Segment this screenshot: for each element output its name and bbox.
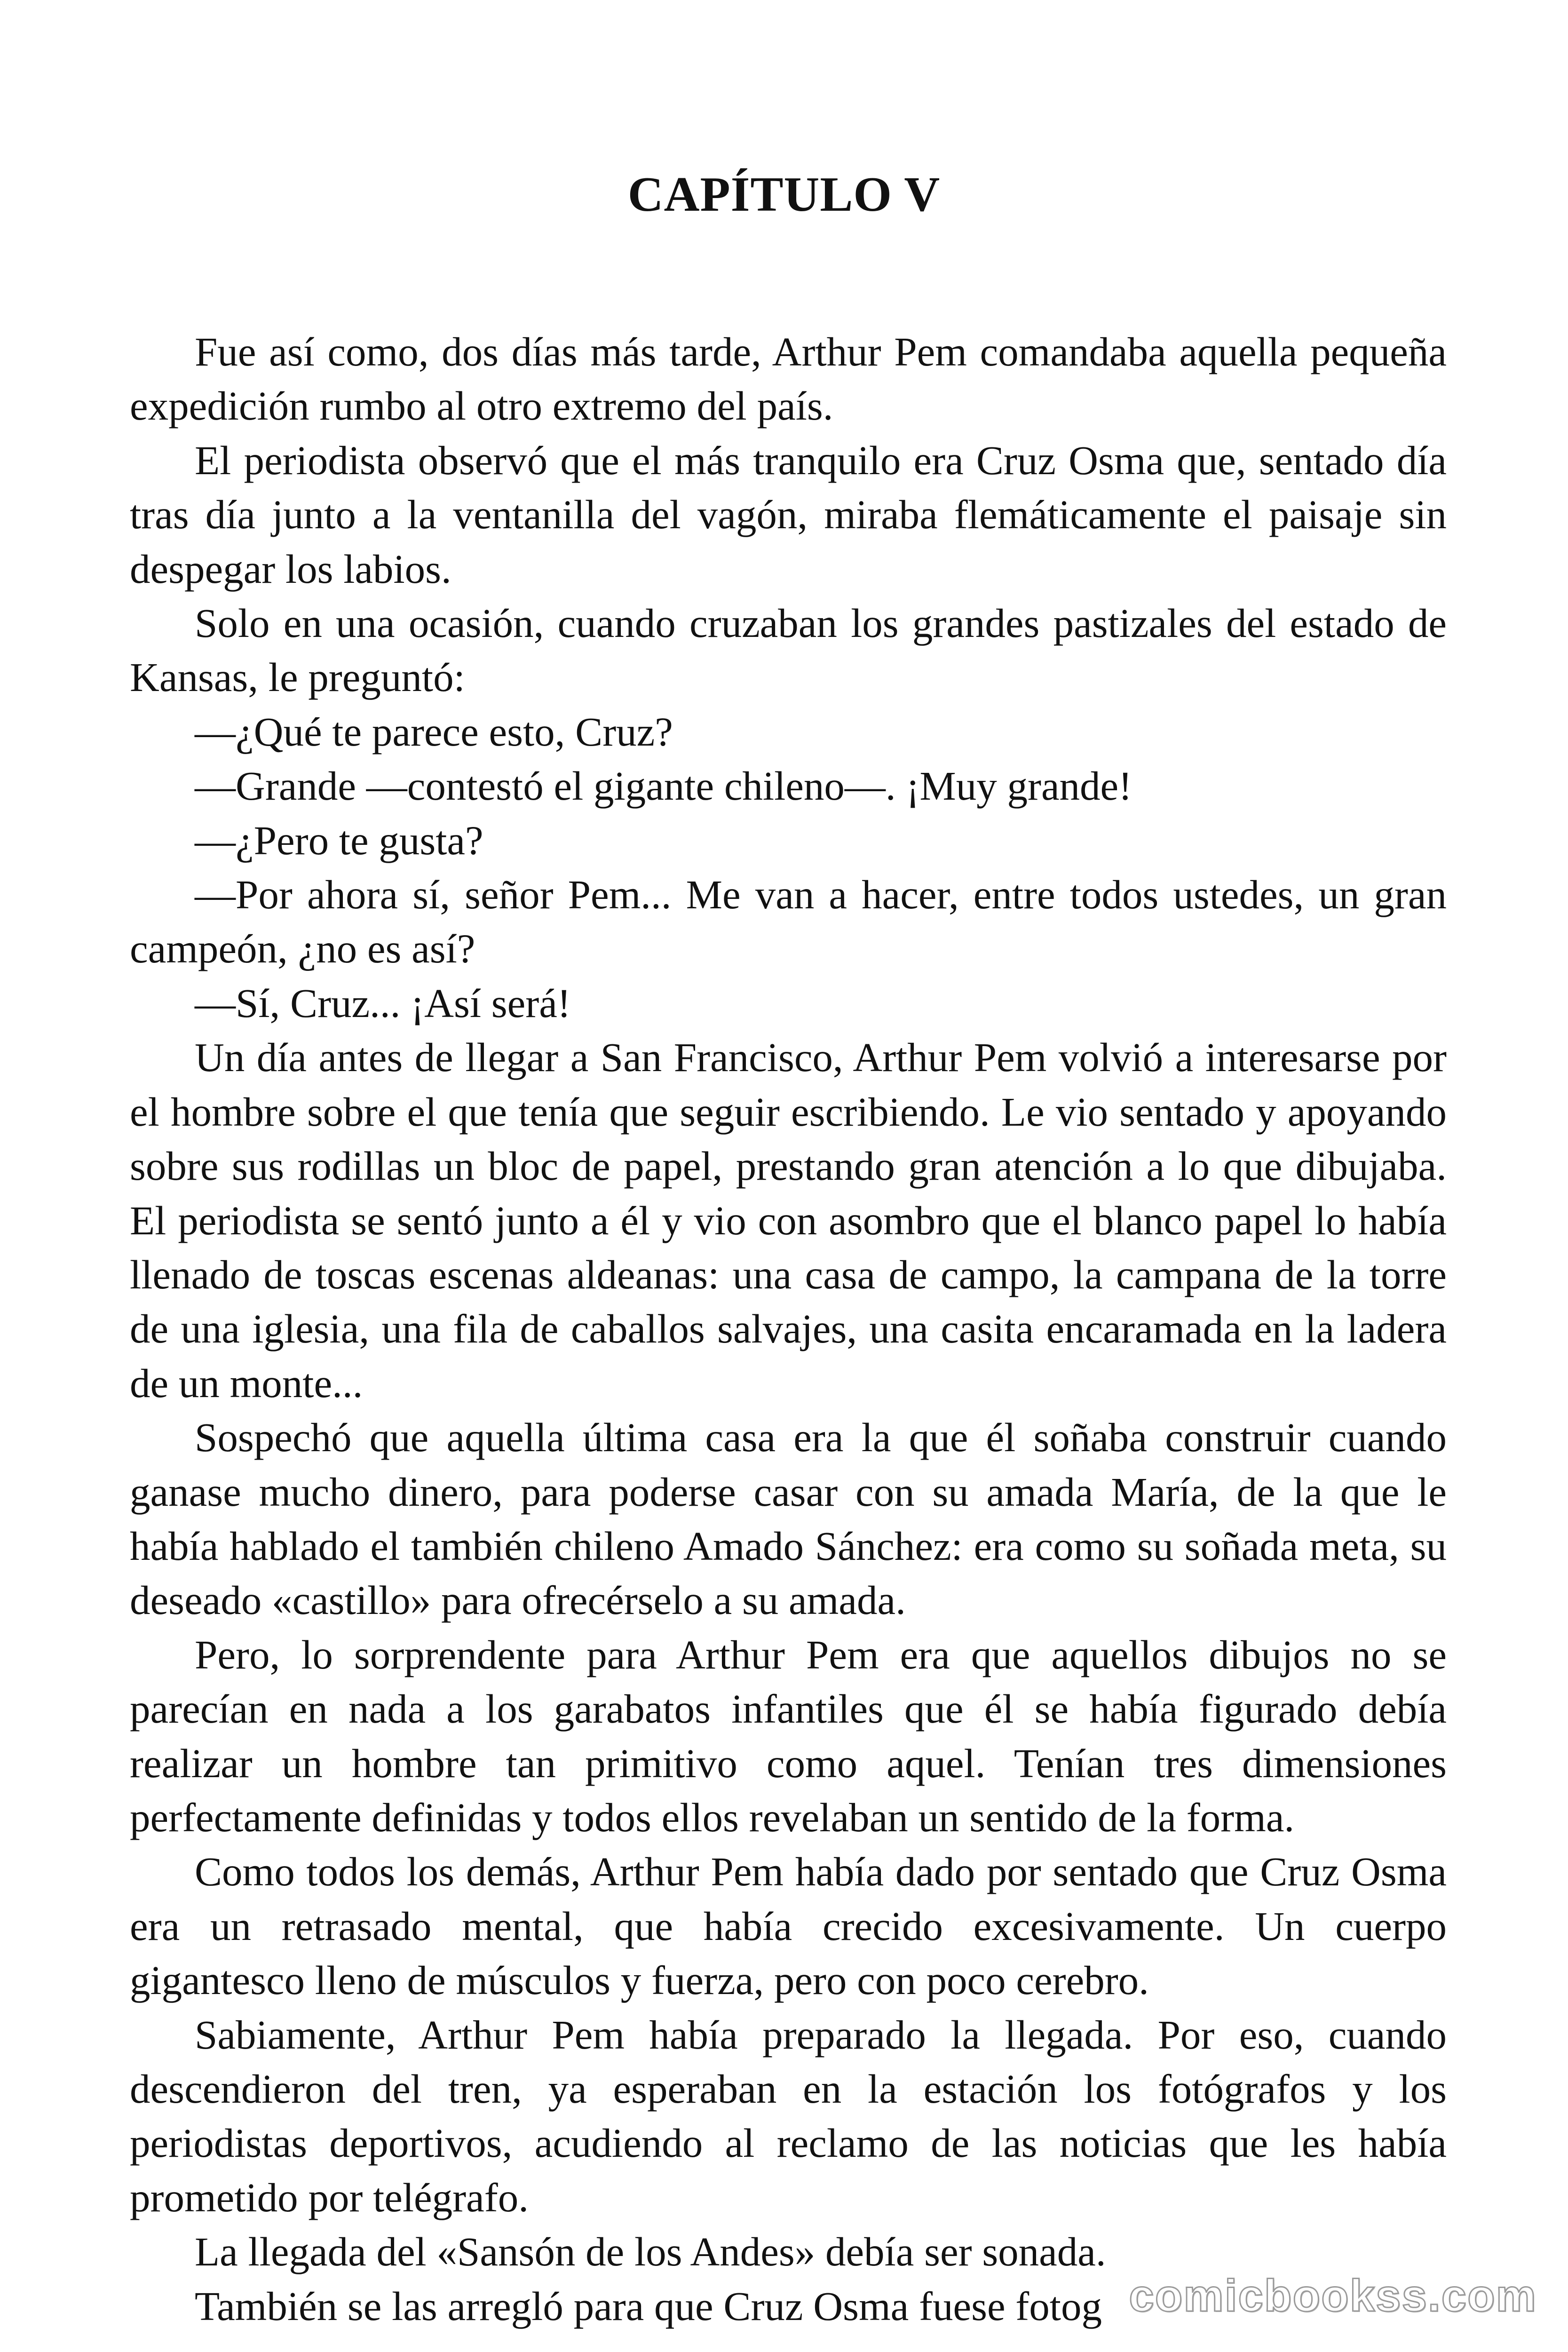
chapter-title: CAPÍTULO V [627, 167, 941, 222]
dialogue-line: —¿Pero te gusta? [195, 817, 483, 863]
site-watermark: comicbookss.com [1129, 2271, 1537, 2321]
dialogue-line: —¿Qué te parece esto, Cruz? [195, 708, 673, 755]
dialogue-line: —Sí, Cruz... ¡Así será! [195, 980, 571, 1026]
dialogue-line: —Por ahora sí, señor Pem... Me van a hacer, entre todos ustedes, un gran campeón, ¿no es así? [130, 872, 1447, 972]
paragraph-cut-off: También se las arregló para que Cruz Osma fuese fotog [195, 2283, 1102, 2329]
paragraph: Como todos los demás, Arthur Pem había dado por sentado que Cruz Osma era un retrasado mental, que había crecido excesivamente. Un cuerpo gigantesco lleno de músculos y fuerza, pero con poco cerebro. [130, 1849, 1447, 2003]
dialogue-line: —Grande —contestó el gigante chileno—. ¡Muy grande! [195, 763, 1132, 809]
paragraph: Fue así como, dos días más tarde, Arthur Pem comandaba aquella pequeña expedición rumbo al otro extremo del país. [130, 329, 1447, 429]
paragraph: Sabiamente, Arthur Pem había preparado la llegada. Por eso, cuando descendieron del tren, ya esperaban en la estación los fotógrafos y los periodistas deportivos, acudiendo al reclamo de las noticias que les había prometido por telégrafo. [130, 2011, 1447, 2220]
paragraph: La llegada del «Sansón de los Andes» debía ser sonada. [195, 2229, 1106, 2275]
paragraph: Pero, lo sorprendente para Arthur Pem era que aquellos dibujos no se parecían en nada a los garabatos infantiles que él se había figurado debía realizar un hombre tan primitivo como aquel. Tenían tres dimensiones perfectamente definidas y todos ellos revelaban un sentido de la forma. [130, 1631, 1447, 1840]
paragraph: El periodista observó que el más tranquilo era Cruz Osma que, sentado día tras día junto a la ventanilla del vagón, miraba flemáticamente el paisaje sin despegar los labios. [130, 437, 1447, 592]
paragraph: Un día antes de llegar a San Francisco, Arthur Pem volvió a interesarse por el hombre sobre el que tenía que seguir escribiendo. Le vio sentado y apoyando sobre sus rodillas un bloc de papel, prestando gran atención a lo que dibujaba. El periodista se sentó junto a él y vio con asombro que el blanco papel lo había llenado de toscas escenas aldeanas: una casa de campo, la campana de la torre de una iglesia, una fila de caballos salvajes, una casita encaramada en la ladera de un monte... [130, 1034, 1447, 1406]
paragraph: Sospechó que aquella última casa era la que él soñaba construir cuando ganase mucho dinero, para poderse casar con su amada María, de la que le había hablado el también chileno Amado Sánchez: era como su soñada meta, su deseado «castillo» para ofrecérselo a su amada. [130, 1414, 1447, 1623]
paragraph: Solo en una ocasión, cuando cruzaban los grandes pastizales del estado de Kansas, le preguntó: [130, 600, 1447, 700]
chapter-body [130, 325, 1447, 2333]
